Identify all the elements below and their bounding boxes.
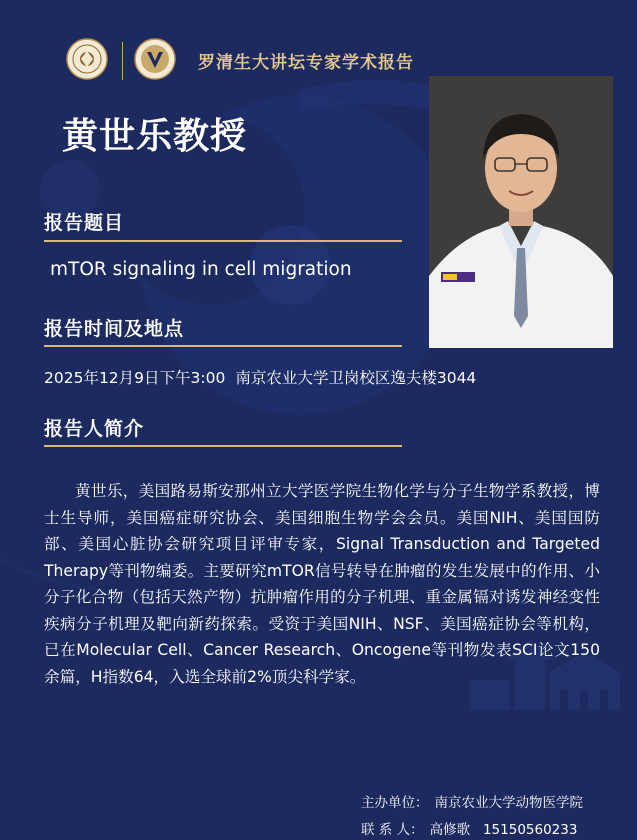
- contact-value: 高修歌 15150560233: [429, 822, 578, 838]
- speaker-bio: 黄世乐，美国路易斯安那州立大学医学院生物化学与分子生物学系教授，博士生导师，美国癌症研究协会、美国细胞生物学会会员。美国NIH、美国国防部、美国心脏协会研究项目评审专家，Signal Transduction and Targeted Therapy等刊物编委。主要研究mTOR信号转导在肿瘤的发生发展中的作用、小分子化合物（包括天然产物）抗肿瘤作用的分子机理、重金属镉对诱发神经变性疾病分子机理及靶向新药探索。受资于美国NIH、NSF、美国癌症协会等机构，已在Molecular Cell、Cancer Research、Oncogene等刊物发表SCI论文150余篇，H指数64，入选全球前2%顶尖科学家。: [44, 482, 600, 686]
- topic-heading: 报告题目: [44, 212, 125, 234]
- time-place-line: [44, 366, 476, 388]
- bio-divider: [44, 445, 402, 447]
- event-datetime: 2025年12月9日下午3:00: [44, 369, 226, 387]
- bio-heading: 报告人简介: [44, 418, 145, 440]
- contact-label: 联 系 人：: [361, 822, 424, 838]
- event-venue: 南京农业大学卫岗校区逸夫楼3044: [235, 369, 477, 387]
- vet-college-logo-icon: [134, 38, 176, 80]
- host-label: 主办单位：: [361, 795, 429, 811]
- talk-topic: mTOR signaling in cell migration: [50, 259, 352, 280]
- contact-line: [361, 818, 577, 838]
- time-place-divider: [44, 345, 402, 347]
- host-value: 南京农业大学动物医学院: [434, 795, 583, 811]
- series-title: 罗清生大讲坛专家学术报告: [198, 53, 414, 73]
- host-line: [361, 791, 583, 811]
- time-place-heading: 报告时间及地点: [44, 318, 185, 340]
- topic-divider: [44, 240, 402, 242]
- njau-seal-icon: [66, 38, 108, 80]
- speaker-name: 黄世乐教授: [62, 116, 248, 157]
- logo-divider: [122, 42, 123, 80]
- speaker-portrait: [429, 76, 613, 348]
